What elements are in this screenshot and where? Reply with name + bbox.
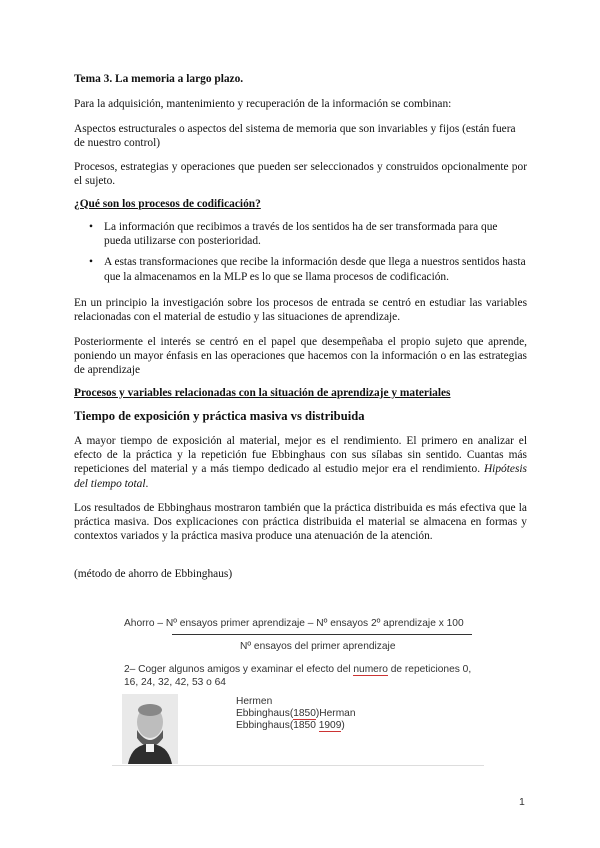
bullet-icon: • (89, 221, 93, 233)
name-text: )Herman (315, 708, 356, 719)
page-number: 1 (519, 796, 525, 808)
tiempo-text: A mayor tiempo de exposición al material, mejor es el rendimiento. El primero en analizar el efecto de la práctica y la repetición fue Ebbinghaus con sus sílabas sin sentido. Cuantas más repeticiones del material y a más tiempo dedicado al estudio mejor era el rendimiento. (74, 435, 527, 476)
task-text-underlined: numero (353, 664, 388, 675)
codification-list (74, 220, 527, 291)
list-item-text: A estas transformaciones que recibe la información desde que llega a nuestros sentidos hasta que la almacenamos en la MLP es lo que se llama procesos de codificación. (104, 256, 526, 283)
names-block (236, 696, 356, 732)
name-text: ) (341, 720, 345, 731)
posteriormente-paragraph: Posteriormente el interés se centró en el papel que desempeñaba el propio sujeto que aprende, poniendo un mayor énfasis en las operaciones que hacemos con la información o en las estrategias de aprendizaje (74, 336, 527, 377)
metodo-caption: (método de ahorro de Ebbinghaus) (74, 568, 233, 580)
fraction-line (172, 634, 472, 635)
task-text: de repeticiones 0, (387, 664, 472, 675)
name-line: Hermen (236, 696, 273, 707)
tiempo-period: . (145, 477, 149, 490)
list-item-text: La información que recibimos a través de los sentidos ha de ser transformada para que pueda utilizarse con posterioridad. (104, 221, 498, 248)
aspectos-paragraph: Aspectos estructurales o aspectos del sistema de memoria que son invariables y fijos (están fuera de nuestro control) (74, 123, 516, 150)
tiempo-paragraph (74, 434, 527, 491)
task-line-1 (124, 664, 471, 675)
formula-numerator: Ahorro – Nº ensayos primer aprendizaje – Nº ensayos 2º aprendizaje x 100 (124, 618, 464, 629)
name-text: Ebbinghaus(1850 (236, 720, 319, 731)
ebbinghaus-portrait (122, 694, 178, 764)
intro-paragraph: Para la adquisición, mantenimiento y recuperación de la información se combinan: (74, 98, 452, 110)
name-text-underlined: 1909 (318, 720, 342, 731)
bullet-icon: • (89, 256, 93, 269)
ebbinghaus-figure (112, 608, 484, 766)
formula-denominator: Nº ensayos del primer aprendizaje (240, 641, 396, 652)
list-item (74, 220, 527, 248)
procesos-paragraph: Procesos, estrategias y operaciones que pueden ser seleccionados y construidos opcionalmente por el sujeto. (74, 161, 527, 188)
section-heading: Procesos y variables relacionadas con la situación de aprendizaje y materiales (74, 387, 451, 399)
principio-paragraph: En un principio la investigación sobre los procesos de entrada se centró en estudiar las variables relacionadas con el material de estudio y las situaciones de aprendizaje. (74, 297, 527, 324)
name-text-underlined: 1850 (293, 708, 316, 719)
list-item (74, 255, 527, 283)
resultados-paragraph: Los resultados de Ebbinghaus mostraron también que la práctica distribuida es más efectiva que la práctica masiva. Dos explicaciones con práctica distribuida el material se almacena en formas y contextos variados y la práctica masiva produce una atenuación de la atención. (74, 502, 527, 543)
name-line (236, 708, 356, 720)
subheading: Tiempo de exposición y práctica masiva vs distribuida (74, 409, 365, 423)
figure-divider (112, 765, 484, 766)
task-text: 2– Coger algunos amigos y examinar el efecto del (124, 664, 354, 675)
name-text: Ebbinghaus( (236, 708, 294, 719)
name-line (236, 720, 356, 732)
question-heading: ¿Qué son los procesos de codificación? (74, 198, 261, 210)
hipotesis-term: Hipótesis del tiempo total (74, 463, 527, 490)
task-line-2: 16, 24, 32, 42, 53 o 64 (124, 677, 226, 688)
page-title: Tema 3. La memoria a largo plazo. (74, 73, 244, 85)
